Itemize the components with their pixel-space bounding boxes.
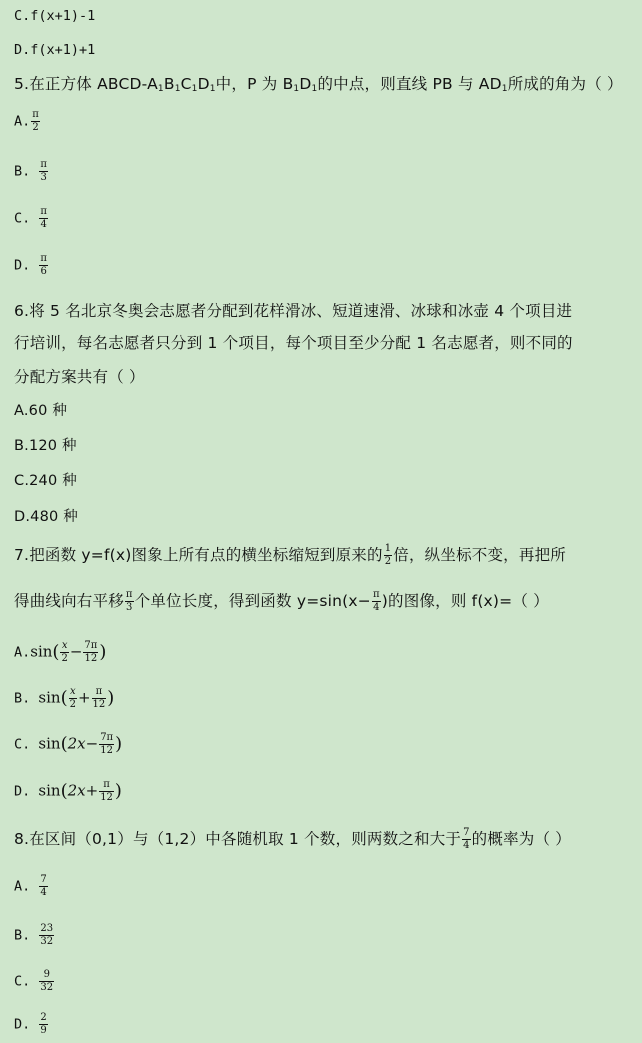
q6-stem-line1: 6.将 5 名北京冬奥会志愿者分配到花样滑冰、短道速滑、冰球和冰壶 4 个项目进 [14,302,573,320]
q6-option-b: B.120 种 [14,438,77,454]
q8-option-b: B. $\frac{23}{32}$ [14,923,54,947]
q8-option-d: D. $\frac{2}{9}$ [14,1012,47,1036]
q7-option-d: D. sin(2x+ $\frac{\pi}{12}$ ) [14,779,122,803]
q7-option-b: B. sin( $\frac{x}{2}$ + $\frac{\pi}{12}$ ) [14,686,115,710]
q6-option-c: C.240 种 [14,473,77,489]
q6-stem-line2: 行培训，每名志愿者只分到 1 个项目，每个项目至少分配 1 名志愿者，则不同的 [14,334,573,352]
q5-option-a: A. $\frac{\pi}{2}$ [14,109,39,133]
q5-option-b: B. $\frac{\pi}{3}$ [14,159,47,183]
q8-stem: 8.在区间（0,1）与（1,2）中各随机取 1 个数，则两数之和大于 $\frac{7}{4}$ 的概率为（ ） [14,827,571,851]
q4-option-d: D.f(x+1)+1 [14,42,96,58]
q5-option-d: D. $\frac{\pi}{6}$ [14,253,47,277]
q6-option-d: D.480 种 [14,509,78,525]
q8-option-a: A. $\frac{7}{4}$ [14,874,47,898]
q7-stem-line2: 得曲线向右平移 $\frac{\pi}{3}$ 个单位长度，得到函数 y=sin(x− $\frac{\pi}{4}$ )的图像，则 f(x)=（ ） [14,589,549,613]
q4-option-c: C.f(x+1)-1 [14,8,96,24]
q5-option-c: C. $\frac{\pi}{4}$ [14,206,47,230]
q7-option-a: A.sin( $\frac{x}{2}$ − $\frac{7\pi}{12}$ ) [14,640,107,664]
q7-stem-line1: 7.把函数 y=f(x)图象上所有点的横坐标缩短到原来的 $\frac{1}{2}$ 倍，纵坐标不变，再把所 [14,543,566,567]
q7-option-c: C. sin(2x− $\frac{7\pi}{12}$ ) [14,732,123,756]
q5-stem: 5.在正方体 ABCD-$A_1B_1C_1D_1$中，P 为 $B_1D_1$的中点，则直线 PB 与 $AD_1$所成的角为（ ） [14,75,623,94]
q6-option-a: A.60 种 [14,403,68,419]
q8-option-c: C. $\frac{9}{32}$ [14,969,54,993]
q6-stem-line3: 分配方案共有（ ） [14,368,145,386]
